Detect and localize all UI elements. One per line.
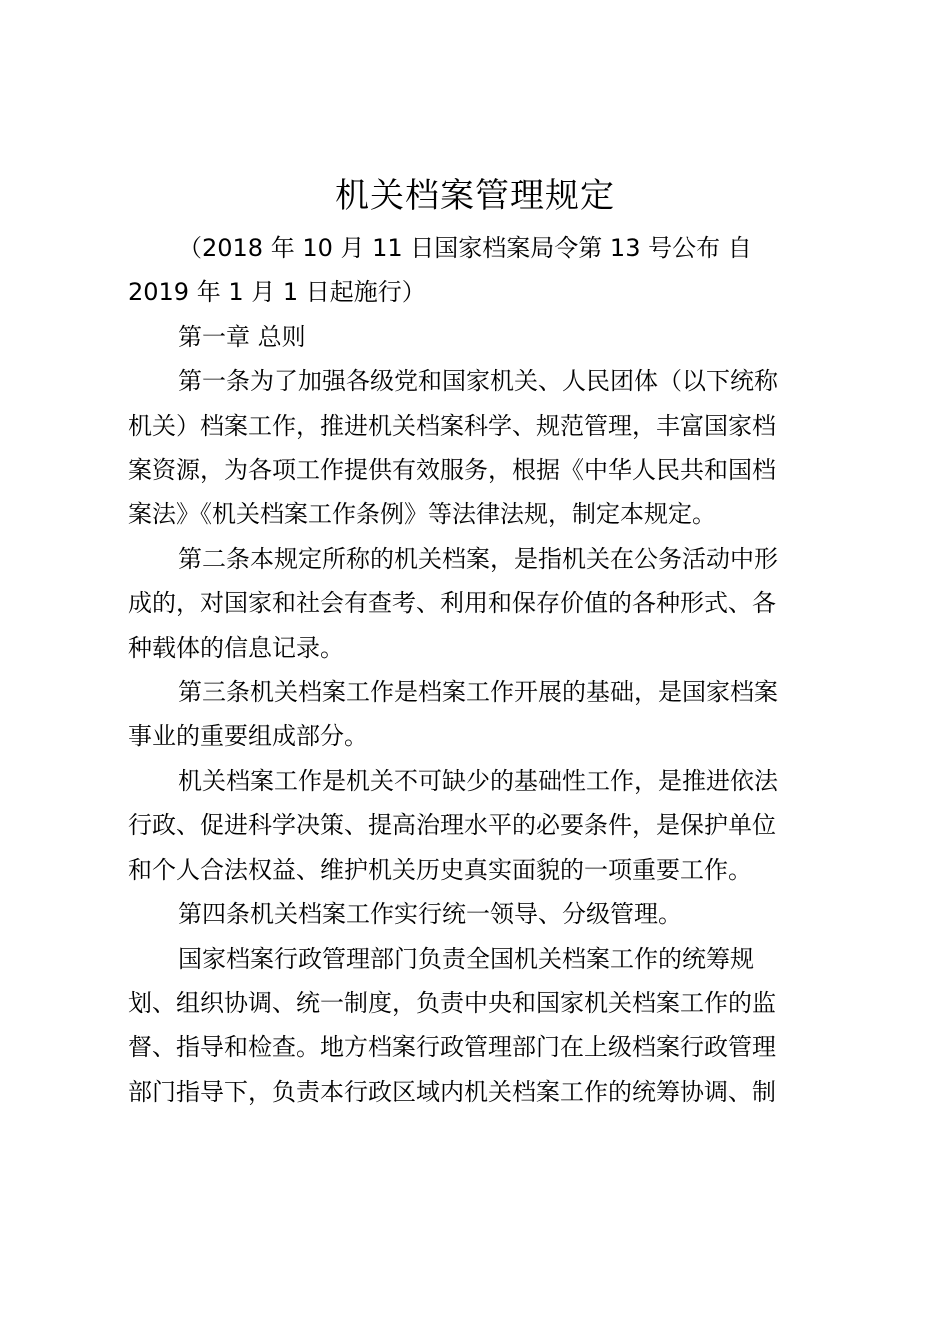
text-line: 部门指导下，负责本行政区域内机关档案工作的统筹协调、制 xyxy=(128,1077,776,1106)
promulgation-note xyxy=(128,226,828,315)
text-line: 划、组织协调、统一制度，负责中央和国家机关档案工作的监 xyxy=(128,988,776,1017)
text-line: 机关档案工作是机关不可缺少的基础性工作，是推进依法 xyxy=(178,766,778,795)
text-line: 成的，对国家和社会有查考、利用和保存价值的各种形式、各 xyxy=(128,589,776,618)
text-line: 和个人合法权益、维护机关历史真实面貌的一项重要工作。 xyxy=(128,855,752,884)
text-line: 第四条机关档案工作实行统一领导、分级管理。 xyxy=(178,900,682,929)
text-line: 2019 年 1 月 1 日起施行） xyxy=(128,278,426,307)
text-line: 行政、促进科学决策、提高治理水平的必要条件，是保护单位 xyxy=(128,811,776,840)
text-line: （2018 年 10 月 11 日国家档案局令第 13 号公布 自 xyxy=(178,234,752,262)
text-line: 案法》《机关档案工作条例》等法律法规，制定本规定。 xyxy=(128,500,716,529)
text-line: 案资源，为各项工作提供有效服务，根据《中华人民共和国档 xyxy=(128,456,776,485)
text-line: 第一章 总则 xyxy=(178,322,306,351)
article-paragraph xyxy=(128,670,828,759)
article-paragraph xyxy=(128,892,828,936)
article-paragraph xyxy=(128,937,828,1115)
article-paragraph xyxy=(128,759,828,892)
article-paragraph xyxy=(128,537,828,670)
document-title: 机关档案管理规定 xyxy=(335,176,615,216)
text-line: 督、指导和检查。地方档案行政管理部门在上级档案行政管理 xyxy=(128,1033,776,1062)
text-line: 事业的重要组成部分。 xyxy=(128,722,368,751)
article-paragraph xyxy=(128,359,828,537)
chapter-heading xyxy=(128,315,828,359)
text-line: 种载体的信息记录。 xyxy=(128,633,344,662)
text-line: 第二条本规定所称的机关档案，是指机关在公务活动中形 xyxy=(178,544,778,573)
text-line: 国家档案行政管理部门负责全国机关档案工作的统筹规 xyxy=(178,944,754,973)
text-line: 第一条为了加强各级党和国家机关、人民团体（以下统称 xyxy=(178,367,778,396)
text-line: 第三条机关档案工作是档案工作开展的基础，是国家档案 xyxy=(178,678,778,707)
document-body xyxy=(128,226,828,1114)
text-line: 机关）档案工作，推进机关档案科学、规范管理，丰富国家档 xyxy=(128,411,776,440)
